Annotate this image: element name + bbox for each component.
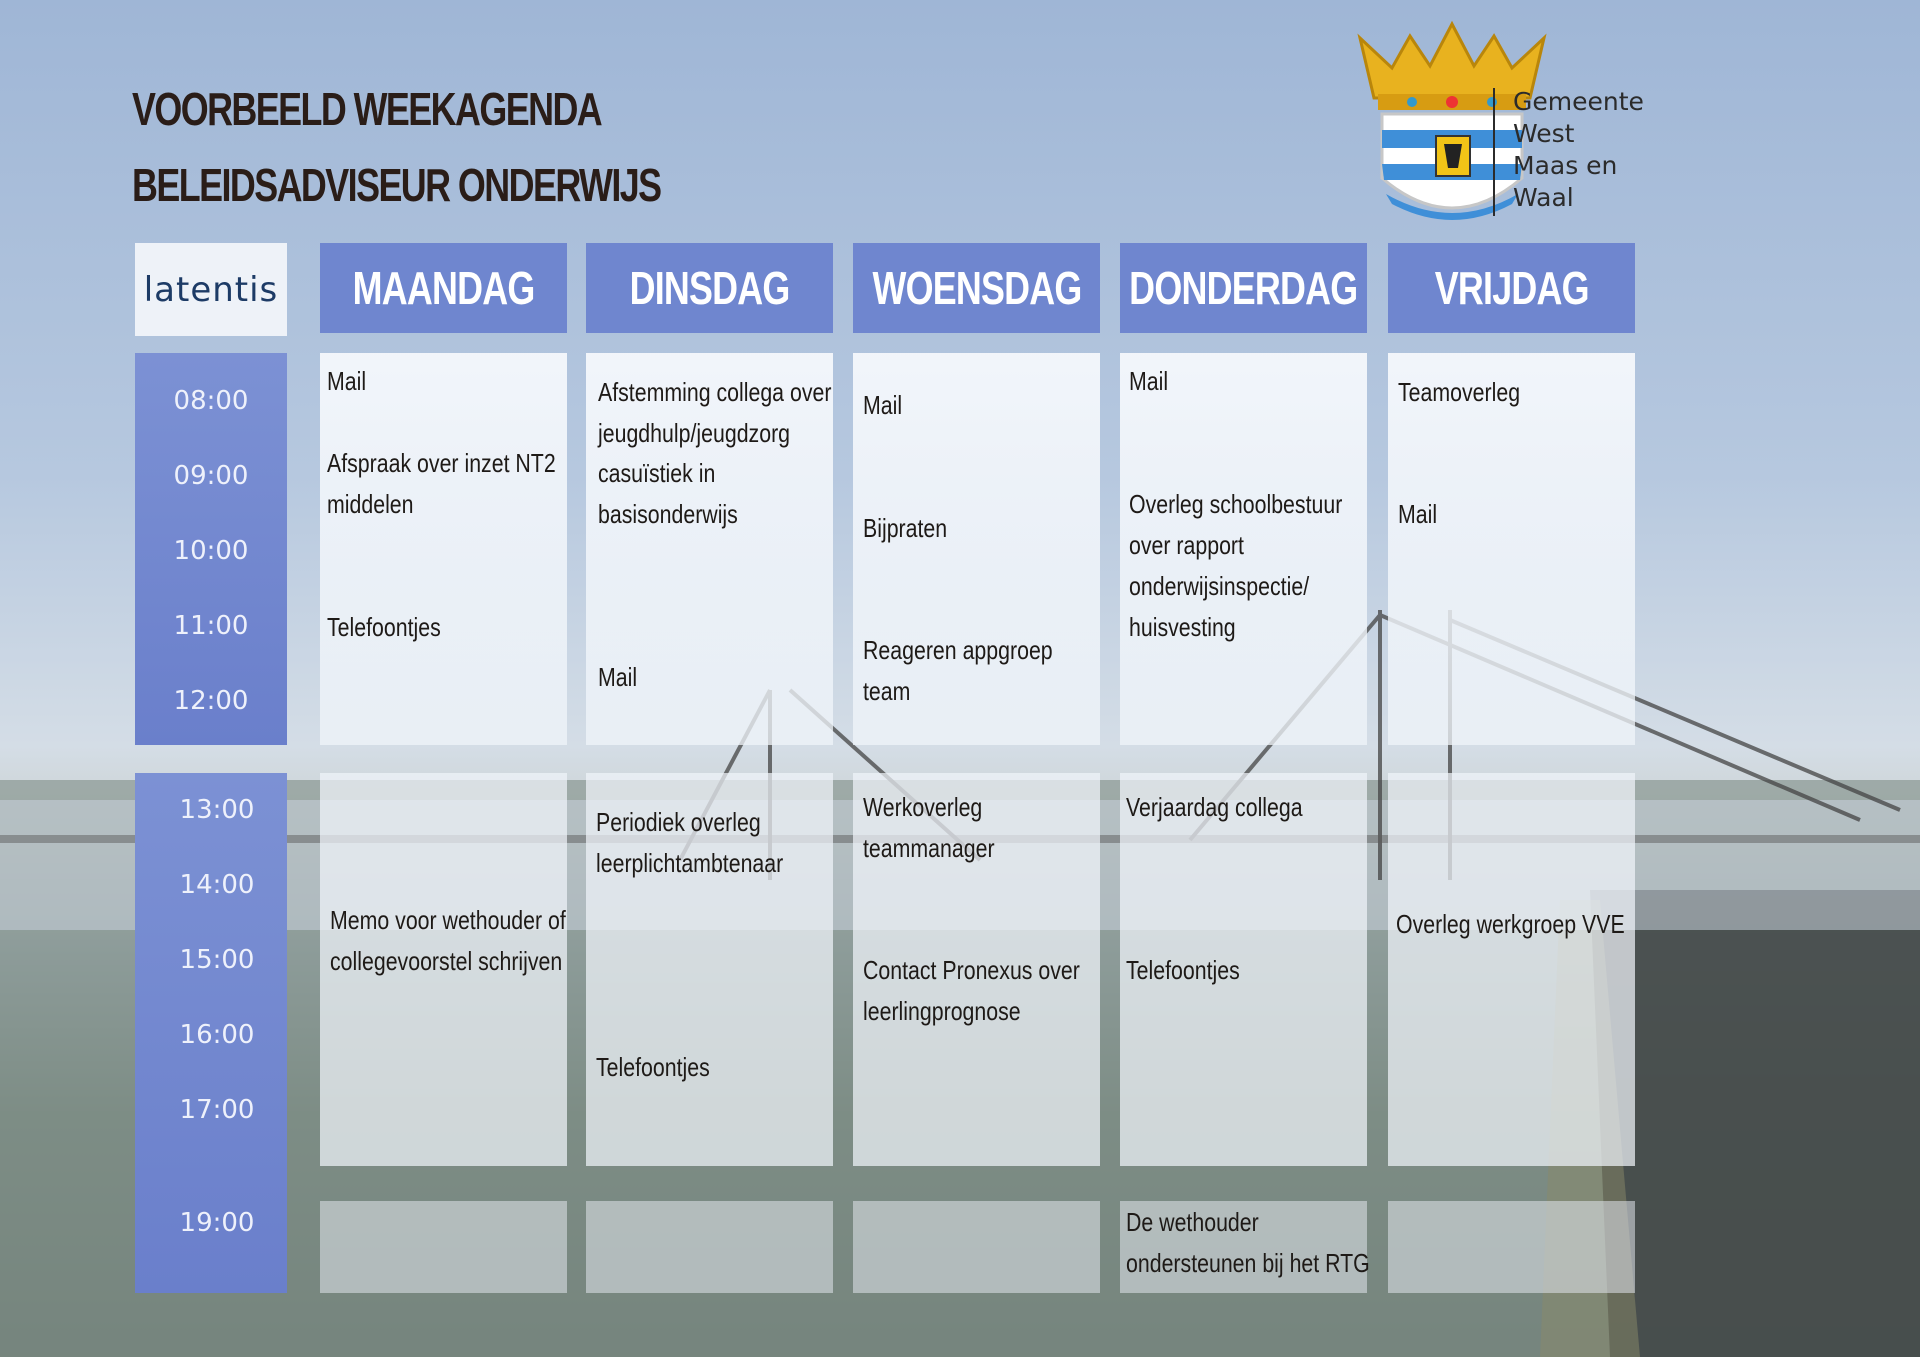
event-item: De wethouder [1126,1207,1259,1237]
event-item: basisonderwijs [598,499,738,529]
event-item: leerplichtambtenaar [596,848,784,878]
cell-donderdag-morning [1120,353,1367,745]
cell-donderdag-afternoon [1120,773,1367,1166]
time-label: 19:00 [179,1208,255,1238]
day-label: WOENSDAG [871,262,1082,314]
time-label: 14:00 [179,870,255,900]
cell-donderdag-evening [1120,1201,1370,1293]
time-label: 08:00 [173,386,249,416]
gemeente-name [1513,86,1644,214]
event-item: Mail [863,390,903,420]
time-label: 13:00 [179,795,255,825]
event-item: Overleg schoolbestuur [1129,489,1343,519]
cell-dinsdag-afternoon [586,773,833,1166]
day-label: DONDERDAG [1129,262,1358,314]
time-label: 11:00 [173,611,249,641]
event-item: team [863,676,911,706]
event-item: Memo voor wethouder of [330,905,566,935]
event-item: over rapport [1129,530,1244,560]
event-item: ondersteunen bij het RTG [1126,1248,1370,1278]
day-header-donderdag [1120,243,1367,333]
event-item: teammanager [863,833,995,863]
day-header-vrijdag [1388,243,1635,333]
event-item: Afspraak over inzet NT2 [327,448,556,478]
gemeente-line4: Waal [1513,183,1574,212]
event-item: Mail [598,662,638,692]
event-item: Mail [327,366,367,396]
event-item: leerlingprognose [863,996,1021,1026]
event-item: jeugdhulp/jeugdzorg [598,418,791,448]
gemeente-line1: Gemeente [1513,87,1644,116]
event-item: Periodiek overleg [596,807,761,837]
event-item: casuïstiek in [598,458,716,488]
event-item: middelen [327,489,414,519]
event-item: huisvesting [1129,612,1236,642]
event-item: Werkoverleg [863,792,983,822]
day-header-dinsdag [586,243,833,333]
cell-dinsdag-evening [586,1201,833,1293]
cell-maandag-afternoon [320,773,567,1166]
time-label: 17:00 [179,1095,255,1125]
event-item: onderwijsinspectie/ [1129,571,1310,601]
event-item: Afstemming collega over [598,377,832,407]
event-item: Reageren appgroep [863,635,1053,665]
time-label: 10:00 [173,536,249,566]
day-label: DINSDAG [629,262,790,314]
time-label: 16:00 [179,1020,255,1050]
time-column-afternoon [135,773,287,1293]
latentis-logo-text: latentis [143,269,279,310]
cell-vrijdag-morning [1388,353,1635,745]
event-item: Teamoverleg [1398,377,1521,407]
event-item: Overleg werkgroep VVE [1396,909,1625,939]
time-label: 15:00 [179,945,255,975]
day-header-maandag [320,243,567,333]
page-title-line1: VOORBEELD WEEKAGENDA [132,83,602,135]
gemeente-divider [1493,88,1495,216]
page-title-line2: BELEIDSADVISEUR ONDERWIJS [132,159,661,211]
day-label: VRIJDAG [1434,262,1589,314]
cell-woensdag-afternoon [853,773,1100,1166]
cell-vrijdag-afternoon [1388,773,1635,1166]
event-item: Mail [1398,499,1438,529]
day-header-woensdag [853,243,1100,333]
gemeente-line3: Maas en [1513,151,1618,180]
event-item: collegevoorstel schrijven [330,946,563,976]
event-item: Mail [1129,366,1169,396]
event-item: Telefoontjes [1126,955,1240,985]
event-item: Telefoontjes [596,1052,710,1082]
event-item: Bijpraten [863,513,948,543]
time-label: 12:00 [173,686,249,716]
cell-dinsdag-morning [586,353,833,745]
cell-maandag-morning [320,353,567,745]
cell-maandag-evening [320,1201,567,1293]
cell-woensdag-morning [853,353,1100,745]
day-label: MAANDAG [352,262,535,314]
latentis-logo [135,243,287,336]
gemeente-line2: West [1513,119,1575,148]
event-item: Telefoontjes [327,612,441,642]
time-column-morning [135,353,287,745]
cell-vrijdag-evening [1388,1201,1635,1293]
event-item: Verjaardag collega [1126,792,1303,822]
event-item: Contact Pronexus over [863,955,1080,985]
time-label: 09:00 [173,461,249,491]
cell-woensdag-evening [853,1201,1100,1293]
